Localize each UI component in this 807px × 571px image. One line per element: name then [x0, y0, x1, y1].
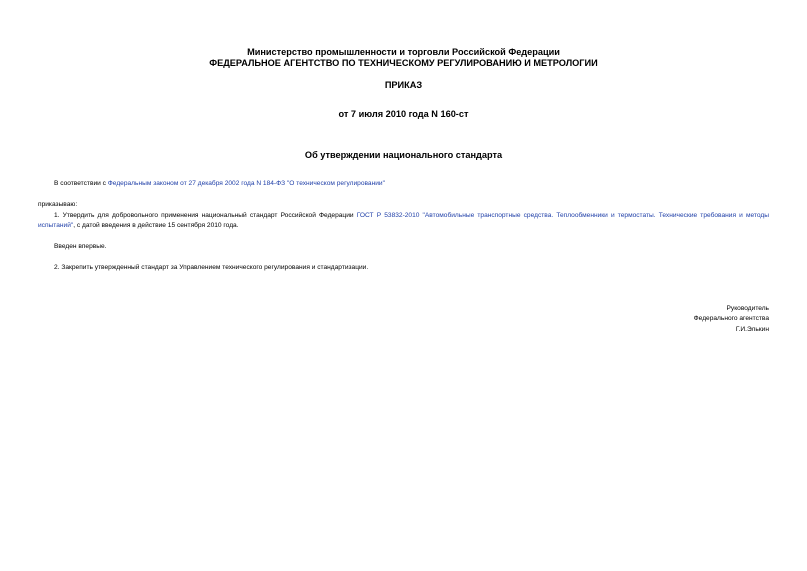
item-1-prefix: 1. Утвердить для добровольного применения национальный стандарт Российской Федерации	[54, 212, 357, 219]
basis-prefix: В соответствии с	[54, 180, 108, 187]
signature-block	[694, 304, 769, 335]
document-subject: Об утверждении национального стандарта	[304, 150, 503, 160]
signature-organization: Федерального агентства	[693, 315, 769, 323]
document-date-number: от 7 июля 2010 года N 160-ст	[338, 109, 469, 119]
item-2-paragraph: 2. Закрепить утвержденный стандарт за Управлением технического регулирования и стандартизации.	[54, 264, 369, 271]
document-type: ПРИКАЗ	[384, 80, 423, 90]
agency-title: ФЕДЕРАЛЬНОЕ АГЕНТСТВО ПО ТЕХНИЧЕСКОМУ РЕГУЛИРОВАНИЮ И МЕТРОЛОГИИ	[209, 58, 598, 68]
introduced-note: Введен впервые.	[54, 243, 107, 250]
item-1-suffix: , с датой введения в действие 15 сентября 2010 года.	[73, 222, 239, 229]
standard-link[interactable]: ГОСТ Р 53832-2010 "Автомобильные транспортные средства. Теплообменники и термостаты. Технические требования и методы испытаний"	[38, 212, 769, 229]
signature-name: Г.И.Элькин	[735, 325, 769, 333]
signature-position: Руководитель	[726, 305, 769, 312]
order-word: приказываю:	[38, 201, 78, 208]
item-1-paragraph	[38, 211, 769, 231]
ministry-title: Министерство промышленности и торговли Российской Федерации	[247, 47, 560, 57]
basis-paragraph	[38, 179, 769, 189]
federal-law-link[interactable]: Федеральным законом от 27 декабря 2002 года N 184-ФЗ "О техническом регулировании"	[107, 180, 385, 187]
